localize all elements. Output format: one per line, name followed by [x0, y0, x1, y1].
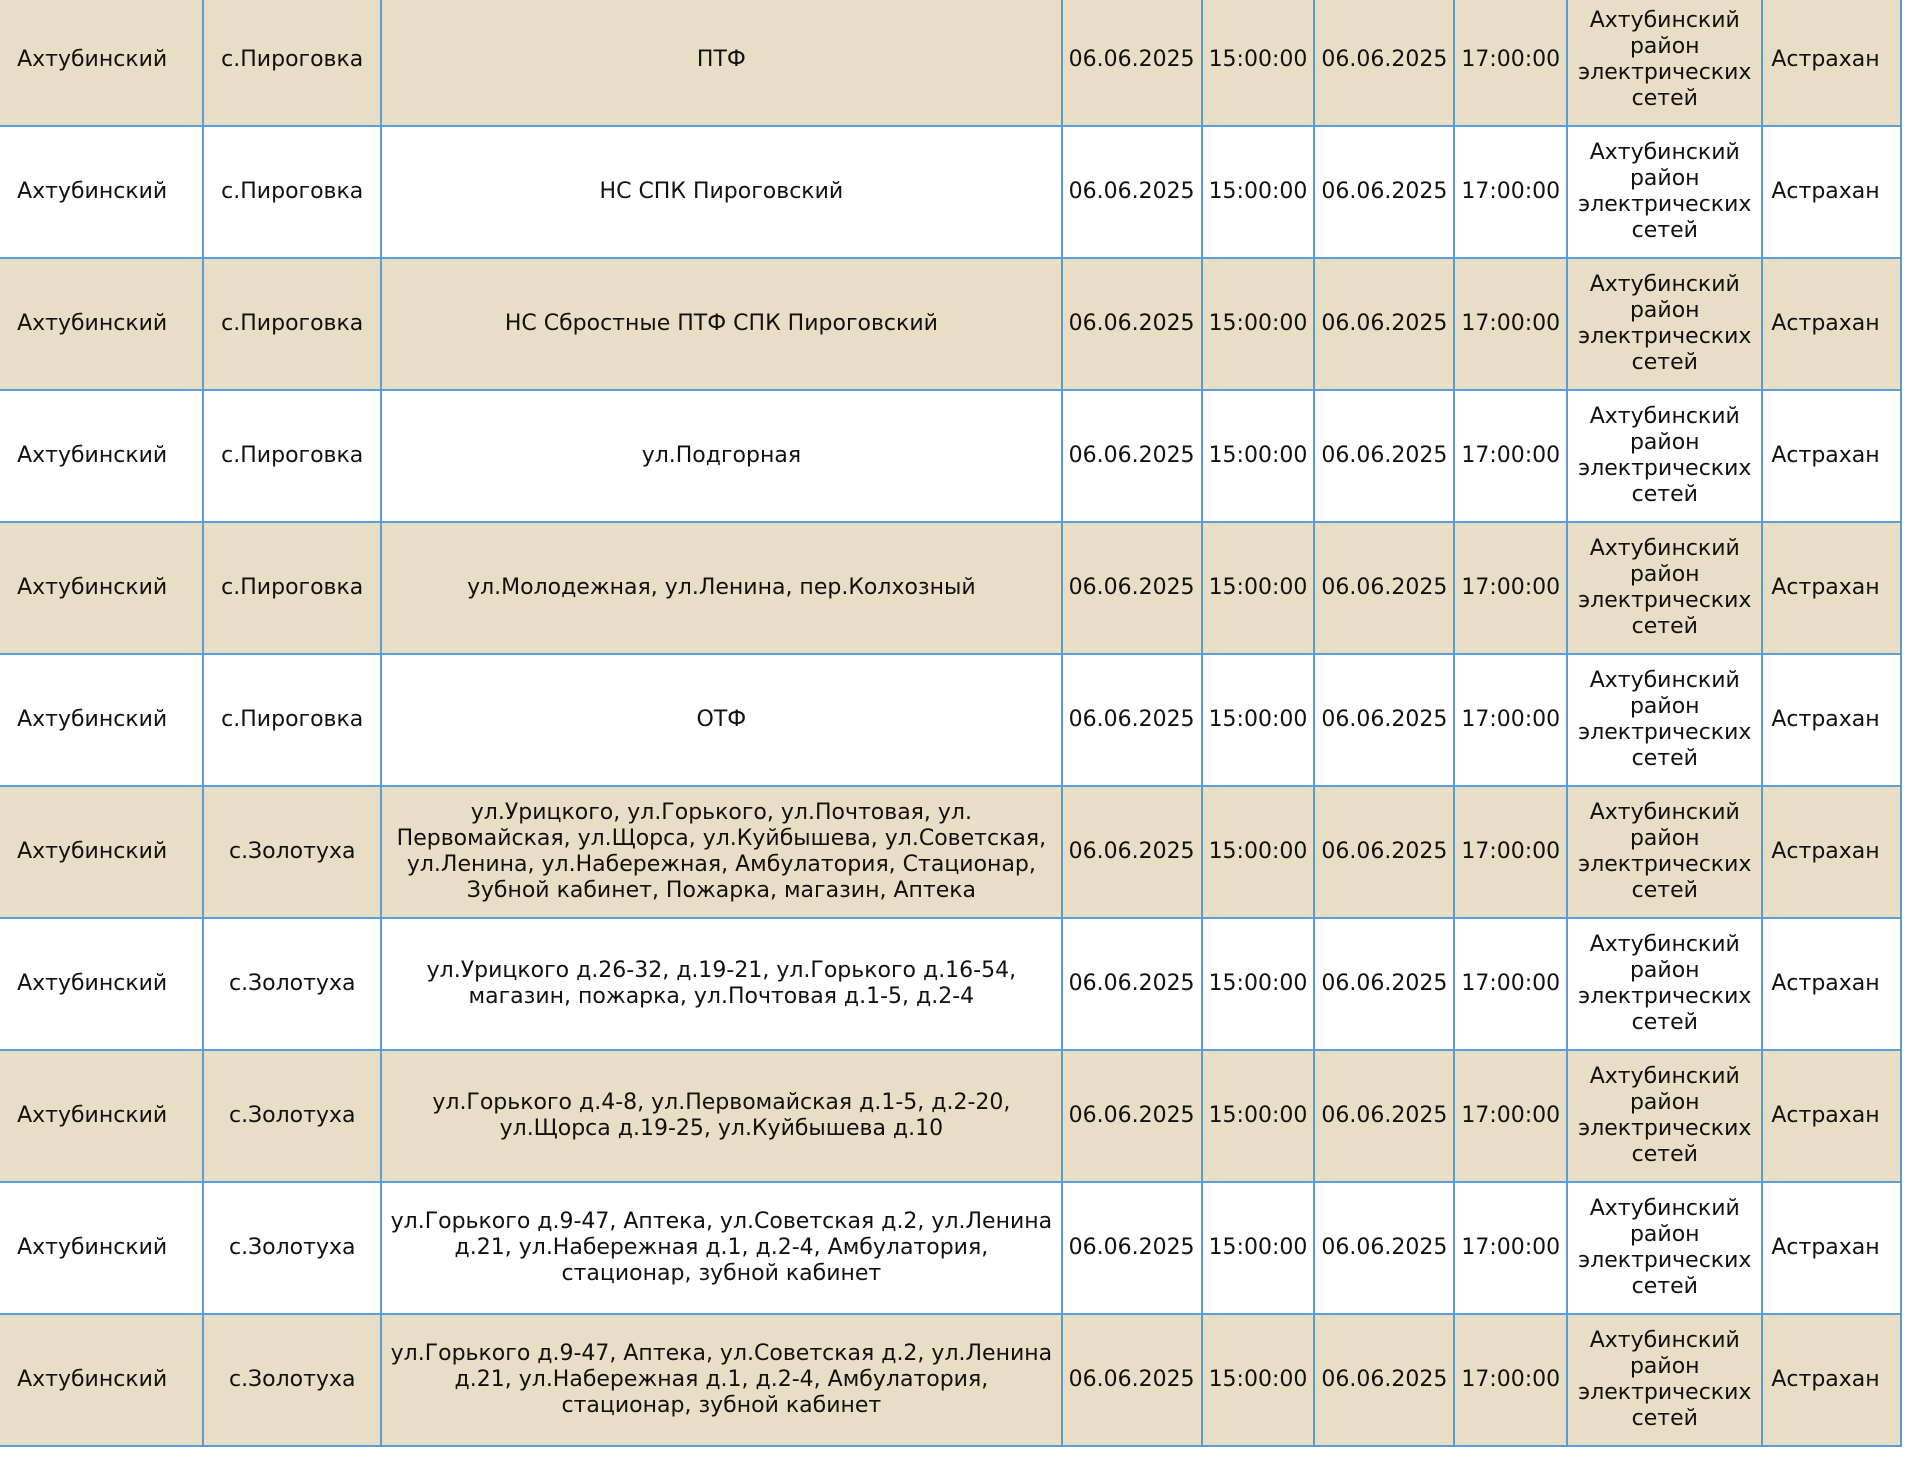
end-date-cell: 06.06.2025: [1314, 786, 1454, 918]
region-cell: Астрахан: [1762, 1050, 1901, 1182]
organization-cell: Ахтубинский район электрических сетей: [1567, 126, 1762, 258]
start-time-cell: 15:00:00: [1202, 786, 1315, 918]
region-cell: Астрахан: [1762, 126, 1901, 258]
district-cell: Ахтубинский: [0, 1050, 203, 1182]
object-cell: НС Сбростные ПТФ СПК Пироговский: [381, 258, 1061, 390]
end-date-cell: 06.06.2025: [1314, 522, 1454, 654]
organization-cell: Ахтубинский район электрических сетей: [1567, 1314, 1762, 1446]
object-cell: ул.Молодежная, ул.Ленина, пер.Колхозный: [381, 522, 1061, 654]
region-cell: Астрахан: [1762, 1314, 1901, 1446]
object-cell: ул.Горького д.4-8, ул.Первомайская д.1-5, д.2-20, ул.Щорса д.19-25, ул.Куйбышева д.10: [381, 1050, 1061, 1182]
start-time-cell: 15:00:00: [1202, 918, 1315, 1050]
district-cell: Ахтубинский: [0, 390, 203, 522]
organization-cell: Ахтубинский район электрических сетей: [1567, 654, 1762, 786]
district-cell: Ахтубинский: [0, 1182, 203, 1314]
start-date-cell: 06.06.2025: [1062, 126, 1202, 258]
district-cell: Ахтубинский: [0, 0, 203, 126]
start-time-cell: 15:00:00: [1202, 390, 1315, 522]
locality-cell: с.Золотуха: [203, 918, 381, 1050]
district-cell: Ахтубинский: [0, 522, 203, 654]
table-row: [0, 786, 1901, 918]
locality-cell: с.Золотуха: [203, 1050, 381, 1182]
locality-cell: с.Золотуха: [203, 786, 381, 918]
end-time-cell: 17:00:00: [1454, 0, 1567, 126]
district-cell: Ахтубинский: [0, 654, 203, 786]
start-date-cell: 06.06.2025: [1062, 1050, 1202, 1182]
organization-cell: Ахтубинский район электрических сетей: [1567, 918, 1762, 1050]
start-time-cell: 15:00:00: [1202, 654, 1315, 786]
region-cell: Астрахан: [1762, 258, 1901, 390]
end-time-cell: 17:00:00: [1454, 126, 1567, 258]
locality-cell: с.Пироговка: [203, 258, 381, 390]
organization-cell: Ахтубинский район электрических сетей: [1567, 786, 1762, 918]
start-time-cell: 15:00:00: [1202, 1314, 1315, 1446]
region-cell: Астрахан: [1762, 0, 1901, 126]
start-time-cell: 15:00:00: [1202, 0, 1315, 126]
start-time-cell: 15:00:00: [1202, 1182, 1315, 1314]
locality-cell: с.Золотуха: [203, 1314, 381, 1446]
start-date-cell: 06.06.2025: [1062, 1314, 1202, 1446]
start-date-cell: 06.06.2025: [1062, 522, 1202, 654]
locality-cell: с.Пироговка: [203, 654, 381, 786]
table-row: [0, 1314, 1901, 1446]
end-date-cell: 06.06.2025: [1314, 1314, 1454, 1446]
table-row: [0, 258, 1901, 390]
district-cell: Ахтубинский: [0, 126, 203, 258]
district-cell: Ахтубинский: [0, 786, 203, 918]
end-time-cell: 17:00:00: [1454, 654, 1567, 786]
object-cell: ул.Урицкого д.26-32, д.19-21, ул.Горького д.16-54, магазин, пожарка, ул.Почтовая д.1-5, д.2-4: [381, 918, 1061, 1050]
end-time-cell: 17:00:00: [1454, 522, 1567, 654]
object-cell: ул.Урицкого, ул.Горького, ул.Почтовая, ул. Первомайская, ул.Щорса, ул.Куйбышева, ул.Советская, ул.Ленина, ул.Набережная, Амбулатория, Стационар, Зубной кабинет, Пожарка, магазин, Аптека: [381, 786, 1061, 918]
locality-cell: с.Пироговка: [203, 522, 381, 654]
start-date-cell: 06.06.2025: [1062, 654, 1202, 786]
district-cell: Ахтубинский: [0, 1314, 203, 1446]
start-date-cell: 06.06.2025: [1062, 258, 1202, 390]
table-row: [0, 0, 1901, 126]
end-time-cell: 17:00:00: [1454, 1314, 1567, 1446]
start-time-cell: 15:00:00: [1202, 1050, 1315, 1182]
start-time-cell: 15:00:00: [1202, 126, 1315, 258]
end-date-cell: 06.06.2025: [1314, 918, 1454, 1050]
region-cell: Астрахан: [1762, 390, 1901, 522]
object-cell: ул.Горького д.9-47, Аптека, ул.Советская д.2, ул.Ленина д.21, ул.Набережная д.1, д.2-4, Амбулатория, стационар, зубной кабинет: [381, 1314, 1061, 1446]
region-cell: Астрахан: [1762, 918, 1901, 1050]
region-cell: Астрахан: [1762, 1182, 1901, 1314]
end-time-cell: 17:00:00: [1454, 258, 1567, 390]
locality-cell: с.Золотуха: [203, 1182, 381, 1314]
organization-cell: Ахтубинский район электрических сетей: [1567, 258, 1762, 390]
start-time-cell: 15:00:00: [1202, 258, 1315, 390]
end-time-cell: 17:00:00: [1454, 1182, 1567, 1314]
table-row: [0, 918, 1901, 1050]
organization-cell: Ахтубинский район электрических сетей: [1567, 1182, 1762, 1314]
object-cell: ОТФ: [381, 654, 1061, 786]
locality-cell: с.Пироговка: [203, 126, 381, 258]
end-date-cell: 06.06.2025: [1314, 1050, 1454, 1182]
end-date-cell: 06.06.2025: [1314, 126, 1454, 258]
end-time-cell: 17:00:00: [1454, 786, 1567, 918]
start-date-cell: 06.06.2025: [1062, 0, 1202, 126]
start-date-cell: 06.06.2025: [1062, 390, 1202, 522]
end-date-cell: 06.06.2025: [1314, 390, 1454, 522]
organization-cell: Ахтубинский район электрических сетей: [1567, 1050, 1762, 1182]
table-row: [0, 522, 1901, 654]
start-date-cell: 06.06.2025: [1062, 918, 1202, 1050]
district-cell: Ахтубинский: [0, 258, 203, 390]
locality-cell: с.Пироговка: [203, 0, 381, 126]
region-cell: Астрахан: [1762, 654, 1901, 786]
end-date-cell: 06.06.2025: [1314, 0, 1454, 126]
region-cell: Астрахан: [1762, 786, 1901, 918]
region-cell: Астрахан: [1762, 522, 1901, 654]
end-time-cell: 17:00:00: [1454, 1050, 1567, 1182]
end-time-cell: 17:00:00: [1454, 390, 1567, 522]
start-time-cell: 15:00:00: [1202, 522, 1315, 654]
table-row: [0, 126, 1901, 258]
organization-cell: Ахтубинский район электрических сетей: [1567, 522, 1762, 654]
locality-cell: с.Пироговка: [203, 390, 381, 522]
district-cell: Ахтубинский: [0, 918, 203, 1050]
start-date-cell: 06.06.2025: [1062, 786, 1202, 918]
object-cell: НС СПК Пироговский: [381, 126, 1061, 258]
end-date-cell: 06.06.2025: [1314, 258, 1454, 390]
object-cell: ул.Горького д.9-47, Аптека, ул.Советская д.2, ул.Ленина д.21, ул.Набережная д.1, д.2-4, Амбулатория, стационар, зубной кабинет: [381, 1182, 1061, 1314]
table-row: [0, 390, 1901, 522]
end-time-cell: 17:00:00: [1454, 918, 1567, 1050]
object-cell: ПТФ: [381, 0, 1061, 126]
end-date-cell: 06.06.2025: [1314, 654, 1454, 786]
organization-cell: Ахтубинский район электрических сетей: [1567, 390, 1762, 522]
table-row: [0, 1050, 1901, 1182]
start-date-cell: 06.06.2025: [1062, 1182, 1202, 1314]
table-row: [0, 654, 1901, 786]
end-date-cell: 06.06.2025: [1314, 1182, 1454, 1314]
table-row: [0, 1182, 1901, 1314]
organization-cell: Ахтубинский район электрических сетей: [1567, 0, 1762, 126]
object-cell: ул.Подгорная: [381, 390, 1061, 522]
